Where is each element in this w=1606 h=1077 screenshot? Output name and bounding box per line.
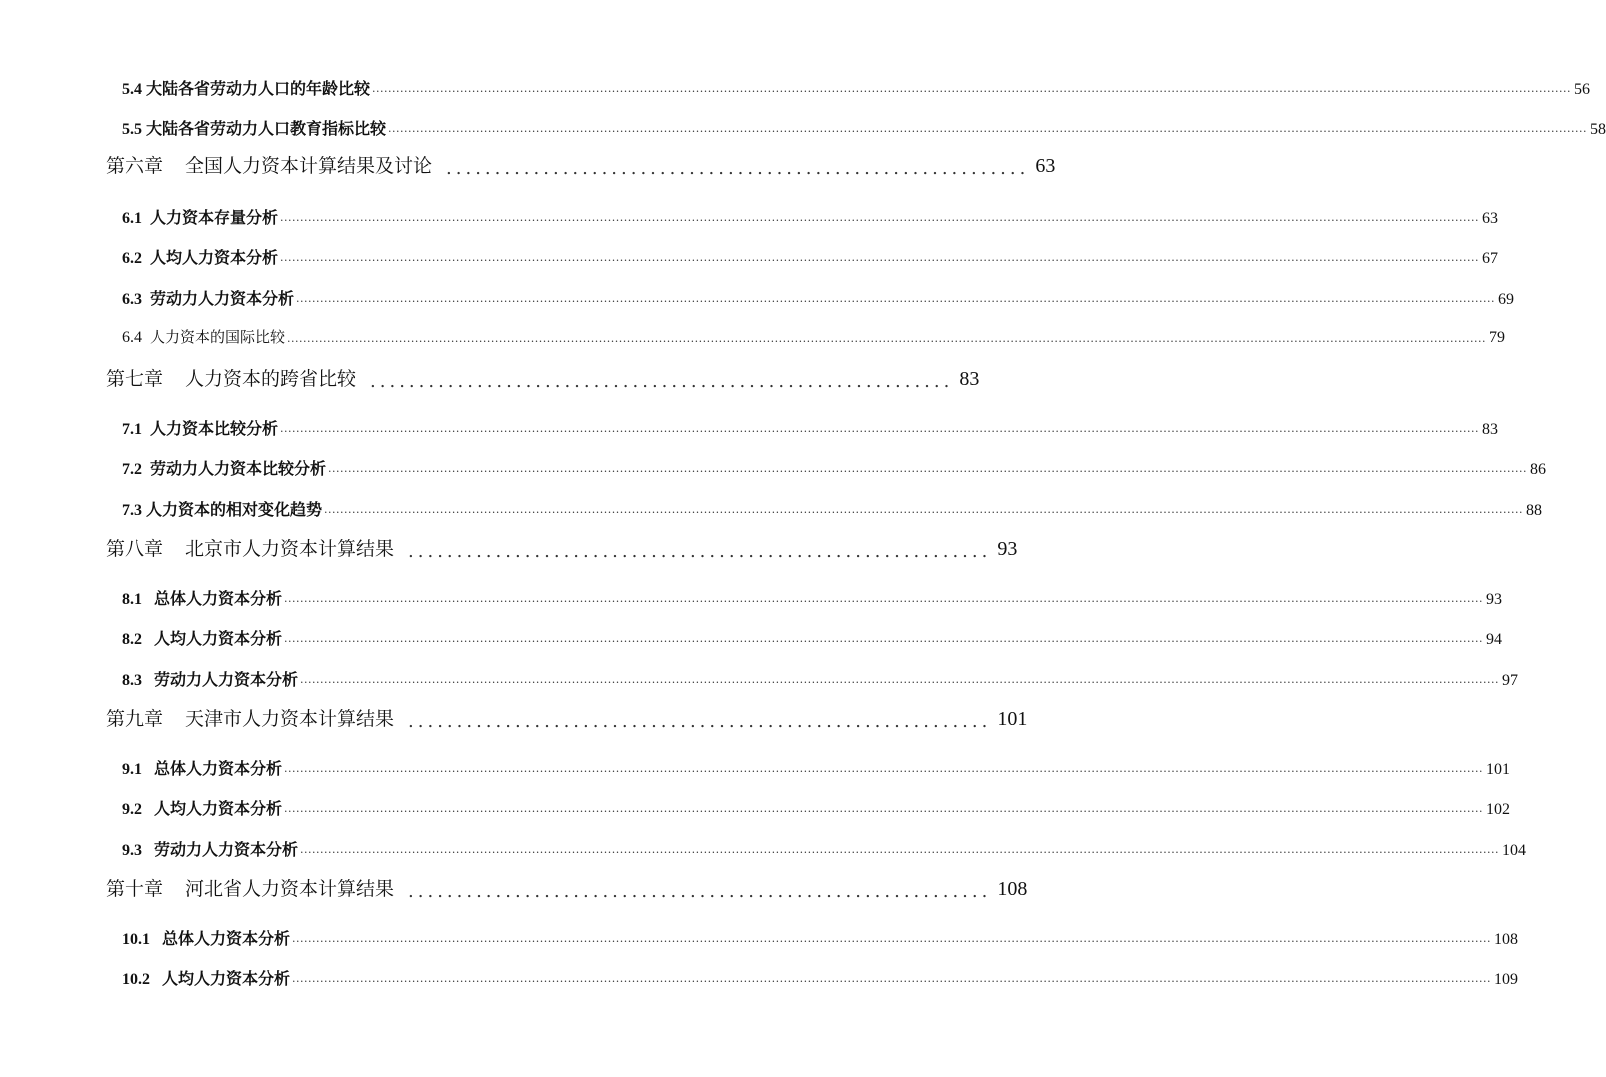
page-number: 108 <box>997 878 1028 900</box>
section-title: 大陆各省劳动力人口的年龄比较 <box>146 79 371 98</box>
toc-section-entry[interactable] <box>122 497 1542 519</box>
dot-leader: ............................................................................................................................................................................................................................................................................................................ <box>292 972 1491 985</box>
toc-section-entry[interactable] <box>122 116 1606 138</box>
section-number: 7.2 <box>122 461 150 478</box>
page-number: 101 <box>997 708 1028 730</box>
section-title: 劳动力人力资本比较分析 <box>150 459 327 478</box>
toc-section-entry[interactable] <box>122 626 1502 648</box>
section-title: 人力资本比较分析 <box>150 419 279 438</box>
dot-leader: ............................................................ <box>408 541 992 562</box>
toc-chapter-entry[interactable] <box>106 704 1028 732</box>
toc-section-entry[interactable] <box>122 926 1518 948</box>
dot-leader: ............................................................................................................................................................................................................................................................................................................ <box>300 673 1499 686</box>
dot-leader: ............................................................................................................................................................................................................................................................................................................ <box>280 422 1479 435</box>
chapter-number: 第七章 <box>106 368 164 390</box>
page-number: 83 <box>959 368 980 390</box>
toc-section-entry[interactable] <box>122 796 1510 818</box>
section-title: 人力资本的国际比较 <box>150 328 286 346</box>
page-number: 67 <box>1482 250 1498 267</box>
section-title: 劳动力人力资本分析 <box>154 840 299 859</box>
section-title: 劳动力人力资本分析 <box>154 670 299 689</box>
chapter-number: 第六章 <box>106 155 164 177</box>
dot-leader: ............................................................................................................................................................................................................................................................................................................ <box>296 292 1495 305</box>
chapter-number: 第九章 <box>106 708 164 730</box>
section-title: 人均人力资本分析 <box>154 799 283 818</box>
toc-section-entry[interactable] <box>122 245 1498 267</box>
dot-leader: ............................................................................................................................................................................................................................................................................................................ <box>284 762 1483 775</box>
page-number: 79 <box>1489 329 1505 346</box>
dot-leader: ............................................................ <box>446 158 1030 179</box>
dot-leader: ............................................................................................................................................................................................................................................................................................................ <box>280 251 1479 264</box>
dot-leader: ............................................................................................................................................................................................................................................................................................................ <box>287 332 1486 345</box>
page-number: 104 <box>1502 842 1526 859</box>
toc-section-entry[interactable] <box>122 326 1505 348</box>
page-number: 56 <box>1574 81 1590 98</box>
toc-chapter-entry[interactable] <box>106 364 980 392</box>
dot-leader: ............................................................ <box>370 371 954 392</box>
section-number: 9.3 <box>122 842 154 859</box>
page-number: 88 <box>1526 502 1542 519</box>
section-number: 10.1 <box>122 931 162 948</box>
dot-leader: ............................................................................................................................................................................................................................................................................................................ <box>280 211 1479 224</box>
section-title: 总体人力资本分析 <box>162 929 291 948</box>
dot-leader: ............................................................................................................................................................................................................................................................................................................ <box>284 592 1483 605</box>
section-number: 7.1 <box>122 421 150 438</box>
section-title: 劳动力人力资本分析 <box>150 289 295 308</box>
dot-leader: ............................................................................................................................................................................................................................................................................................................ <box>292 932 1491 945</box>
chapter-number: 第八章 <box>106 538 164 560</box>
toc-section-entry[interactable] <box>122 966 1518 988</box>
section-number: 7.3 <box>122 502 146 519</box>
chapter-number: 第十章 <box>106 878 164 900</box>
page-number: 93 <box>997 538 1018 560</box>
page-number: 63 <box>1035 155 1056 177</box>
section-title: 人均人力资本分析 <box>150 248 279 267</box>
section-number: 6.2 <box>122 250 150 267</box>
page-number: 94 <box>1486 631 1502 648</box>
toc-section-entry[interactable] <box>122 586 1502 608</box>
section-number: 6.3 <box>122 291 150 308</box>
chapter-title: 全国人力资本计算结果及讨论 <box>185 155 433 177</box>
dot-leader: ............................................................................................................................................................................................................................................................................................................ <box>324 503 1523 516</box>
section-number: 5.4 <box>122 81 146 98</box>
page-number: 86 <box>1530 461 1546 478</box>
dot-leader: ............................................................ <box>408 711 992 732</box>
page-number: 63 <box>1482 210 1498 227</box>
dot-leader: ............................................................................................................................................................................................................................................................................................................ <box>284 632 1483 645</box>
page-number: 102 <box>1486 801 1510 818</box>
page-number: 101 <box>1486 761 1510 778</box>
toc-section-entry[interactable] <box>122 756 1510 778</box>
chapter-title: 人力资本的跨省比较 <box>185 368 357 390</box>
section-title: 大陆各省劳动力人口教育指标比较 <box>146 119 387 138</box>
section-number: 5.5 <box>122 121 146 138</box>
toc-section-entry[interactable] <box>122 76 1590 98</box>
page-number: 108 <box>1494 931 1518 948</box>
section-number: 6.1 <box>122 210 150 227</box>
toc-section-entry[interactable] <box>122 667 1518 689</box>
section-title: 人均人力资本分析 <box>162 969 291 988</box>
toc-section-entry[interactable] <box>122 205 1498 227</box>
dot-leader: ............................................................................................................................................................................................................................................................................................................ <box>372 82 1571 95</box>
section-title: 总体人力资本分析 <box>154 589 283 608</box>
toc-section-entry[interactable] <box>122 837 1526 859</box>
dot-leader: ............................................................ <box>408 881 992 902</box>
toc-chapter-entry[interactable] <box>106 874 1028 902</box>
page-number: 109 <box>1494 971 1518 988</box>
toc-section-entry[interactable] <box>122 456 1546 478</box>
section-number: 9.2 <box>122 801 154 818</box>
dot-leader: ............................................................................................................................................................................................................................................................................................................ <box>328 462 1527 475</box>
section-title: 人力资本的相对变化趋势 <box>146 500 323 519</box>
page-number: 83 <box>1482 421 1498 438</box>
dot-leader: ............................................................................................................................................................................................................................................................................................................ <box>284 802 1483 815</box>
page-number: 58 <box>1590 121 1606 138</box>
section-number: 6.4 <box>122 329 150 346</box>
page-number: 97 <box>1502 672 1518 689</box>
section-number: 9.1 <box>122 761 154 778</box>
chapter-title: 北京市人力资本计算结果 <box>185 538 395 560</box>
section-number: 8.1 <box>122 591 154 608</box>
section-title: 人力资本存量分析 <box>150 208 279 227</box>
section-number: 8.2 <box>122 631 154 648</box>
dot-leader: ............................................................................................................................................................................................................................................................................................................ <box>388 122 1587 135</box>
page-number: 93 <box>1486 591 1502 608</box>
chapter-title: 天津市人力资本计算结果 <box>185 708 395 730</box>
section-number: 8.3 <box>122 672 154 689</box>
section-title: 人均人力资本分析 <box>154 629 283 648</box>
section-number: 10.2 <box>122 971 162 988</box>
toc-chapter-entry[interactable] <box>106 151 1056 179</box>
chapter-title: 河北省人力资本计算结果 <box>185 878 395 900</box>
dot-leader: ............................................................................................................................................................................................................................................................................................................ <box>300 843 1499 856</box>
toc-chapter-entry[interactable] <box>106 534 1018 562</box>
section-title: 总体人力资本分析 <box>154 759 283 778</box>
toc-section-entry[interactable] <box>122 416 1498 438</box>
page-number: 69 <box>1498 291 1514 308</box>
toc-section-entry[interactable] <box>122 286 1514 308</box>
